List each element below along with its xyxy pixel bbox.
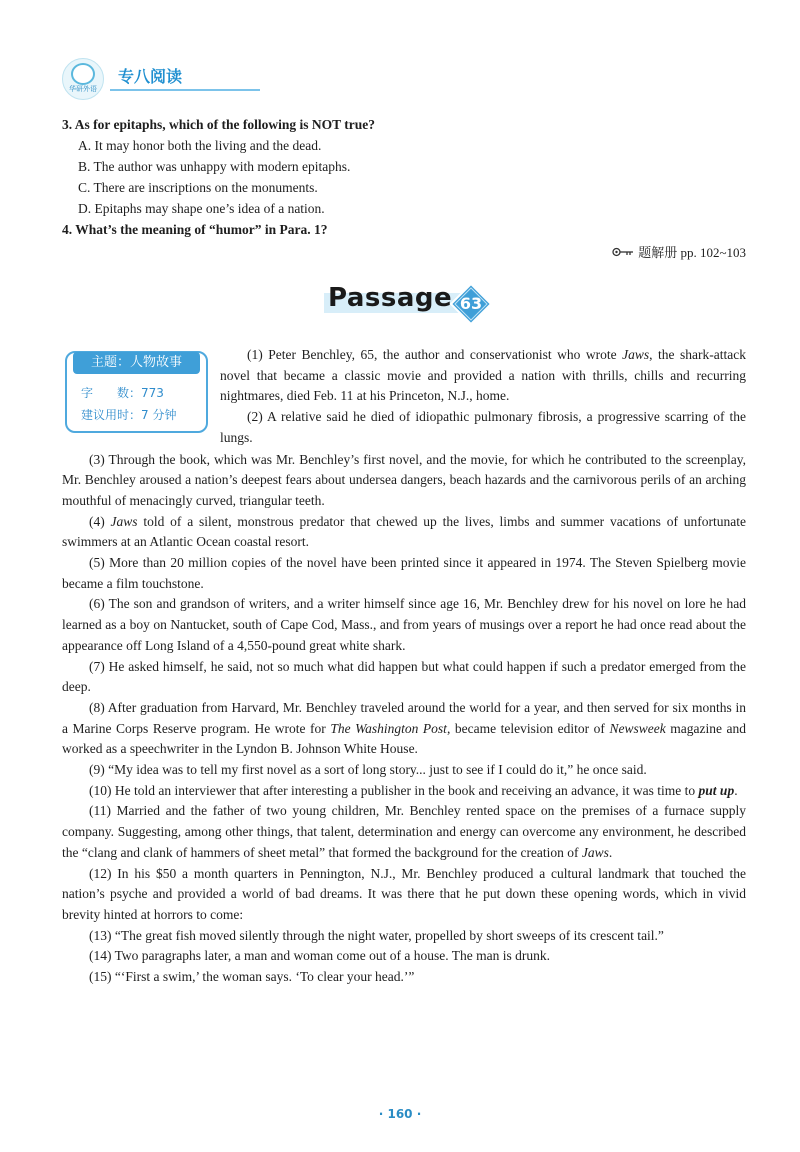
question-3-option-d: D. Epitaphs may shape one’s idea of a nation. [78, 201, 325, 216]
topic-info-box [65, 351, 208, 433]
paragraph-1: (1) Peter Benchley, 65, the author and conservationist who wrote Jaws, the shark-attack novel that became a classic movie and provided a nation with thrills, chills and recurring nightmares, died Feb. 11 at his Princeton, N.J., home. [220, 347, 746, 404]
paragraph-14: (14) Two paragraphs later, a man and woman come out of a house. The man is drunk. [89, 948, 551, 964]
paragraph-4: (4) Jaws told of a silent, monstrous predator that chewed up the lives, limbs and summer vacations of unfortunate swimmers at an Atlantic Ocean coastal resort. [62, 513, 746, 550]
publisher-logo [62, 58, 104, 100]
question-3: 3. As for epitaphs, which of the following is NOT true? [62, 117, 376, 132]
suggested-time: 建议用时：7 分钟 [81, 408, 177, 422]
page-number: · 160 · [378, 1107, 422, 1121]
word-count: 字 数：773 [81, 386, 164, 400]
paragraph-8: (8) After graduation from Harvard, Mr. Benchley traveled around the world for a year, and then served for six months in a Marine Corps Reserve program. He wrote for The Washington Post, became television editor of Newsweek magazine and worked as a speechwriter in the Lyndon B. Johnson White House. [62, 699, 746, 757]
paragraph-11: (11) Married and the father of two young children, Mr. Benchley rented space on the premises of a furnace supply company. Suggesting, among other things, that talent, determination and energy can overcome any environment, he described the “clang and clank of hammers of sheet metal” that formed the background for the creation of Jaws. [62, 803, 746, 860]
paragraph-10: (10) He told an interviewer that after interesting a publisher in the book and receiving an advance, it was time to put up. [89, 782, 738, 798]
passage-intro-text [220, 345, 746, 449]
answer-reference-text: 题解册 pp. 102~103 [638, 245, 746, 260]
paragraph-5: (5) More than 20 million copies of the novel have been printed since it appeared in 1974. The Steven Spielberg movie became a film touchstone. [62, 555, 746, 591]
questions-block [62, 114, 752, 240]
paragraph-7: (7) He asked himself, he said, not so much what did happen but what could happen if such a predator emerged from the deep. [62, 658, 746, 695]
topic-title: 主题：人物故事 [73, 352, 200, 374]
question-3-option-c: C. There are inscriptions on the monuments. [78, 180, 318, 195]
paragraph-3: (3) Through the book, which was Mr. Benchley’s first novel, and the movie, for which he contributed to the screenplay, Mr. Benchley aroused a nation’s deepest fears about undersea dangers, beach hazards and the carnivorous perils of an arching mouthful of menacingly curved, triangular teeth. [62, 451, 746, 508]
paragraph-13: (13) “The great fish moved silently through the night water, propelled by short sweeps of its crescent tail.” [89, 927, 664, 943]
logo-emblem-icon [71, 63, 95, 85]
paragraph-6: (6) The son and grandson of writers, and a writer himself since age 16, Mr. Benchley drew for his novel on lore he had learned as a boy on Nantucket, south of Cape Cod, Mass., and from years of musings over a report he had once read about the appearance off Long Island of a 4,550-pound great white shark. [62, 596, 746, 653]
paragraph-9: (9) “My idea was to tell my first novel as a sort of long story... just to see if I could do it,” he once said. [89, 762, 647, 778]
passage-label: Passage [328, 283, 453, 313]
logo-text: 华研外语 [69, 85, 97, 93]
answer-reference [612, 242, 746, 261]
question-4: 4. What’s the meaning of “humor” in Para. 1? [62, 222, 328, 237]
question-3-option-b: B. The author was unhappy with modern epitaphs. [78, 159, 351, 174]
book-section-title: 专八阅读 [118, 67, 183, 86]
header-underline [110, 89, 260, 91]
passage-body-text [62, 450, 746, 988]
passage-number: 63 [459, 294, 483, 313]
paragraph-15: (15) “‘First a swim,’ the woman says. ‘To clear your head.’” [89, 969, 415, 985]
key-icon [612, 247, 634, 257]
paragraph-12: (12) In his $50 a month quarters in Pennington, N.J., Mr. Benchley produced a cultural landmark that touched the nation’s psyche and provided a world of bad dreams. It was there that he put down these opening words, which in vivid brevity hinted at horrors to come: [62, 865, 746, 922]
paragraph-2: (2) A relative said he died of idiopathic pulmonary fibrosis, a progressive scarring of the lungs. [220, 409, 746, 445]
question-3-option-a: A. It may honor both the living and the dead. [78, 138, 322, 153]
